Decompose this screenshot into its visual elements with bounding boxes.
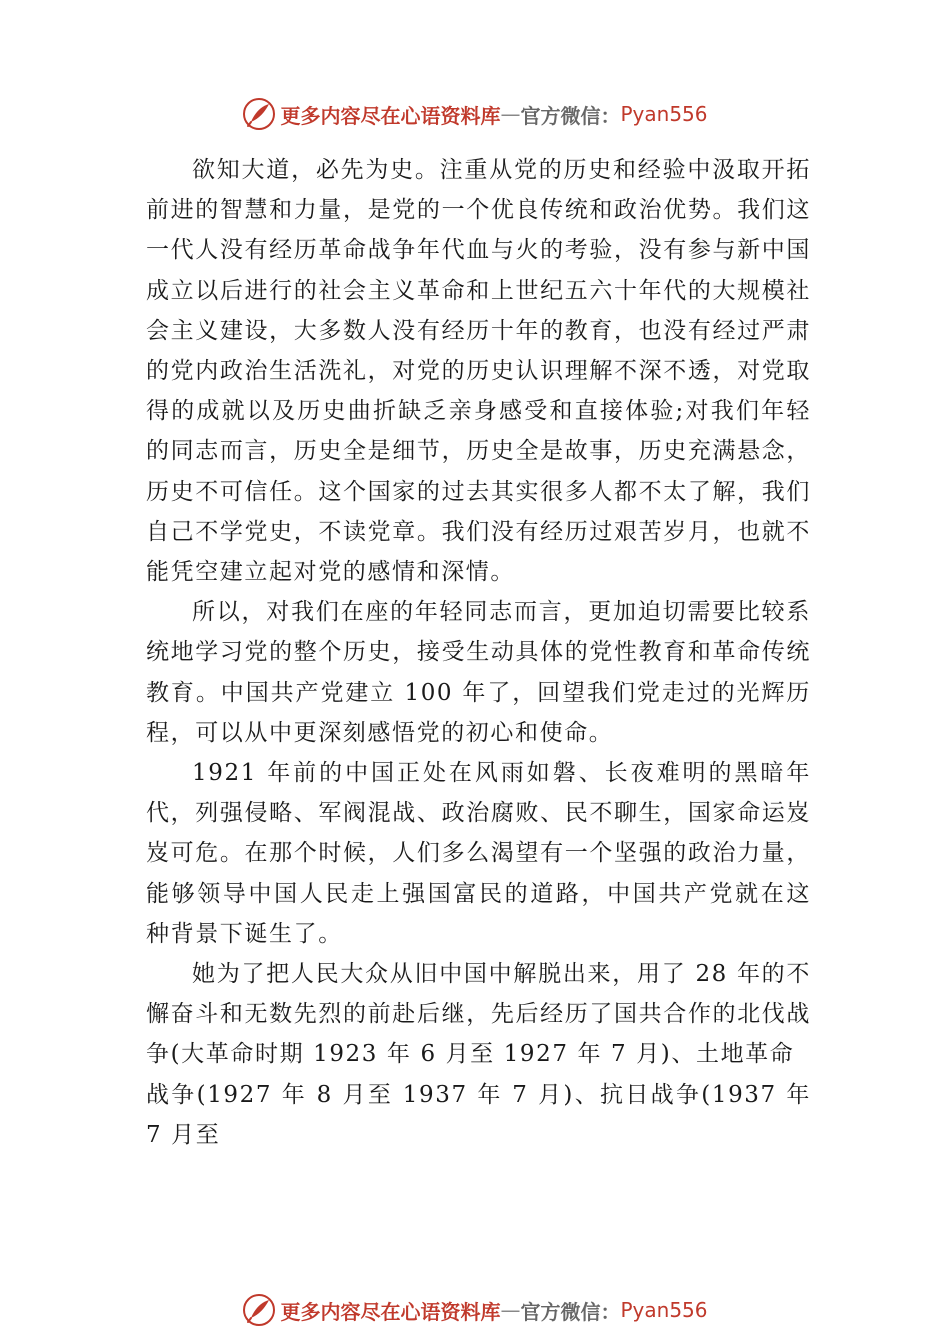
banner-dash: — (500, 102, 521, 126)
paragraph-1: 欲知大道，必先为史。注重从党的历史和经验中汲取开拓前进的智慧和力量，是党的一个优良传统和政治优势。我们这一代人没有经历革命战争年代血与火的考验，没有参与新中国成立以后进行的社会主义革命和上世纪五六十年代的大规模社会主义建设，大多数人没有经历十年的教育，也没有经过严肃的党内政治生活洗礼，对党的历史认识理解不深不透，对党取得的成就以及历史曲折缺乏亲身感受和直接体验;对我们年轻的同志而言，历史全是细节，历史全是故事，历史充满悬念，历史不可信任。这个国家的过去其实很多人都不太了解，我们自己不学党史，不读党章。我们没有经历过艰苦岁月，也就不能凭空建立起对党的感情和深情。 (146, 157, 811, 586)
banner-slogan: 更多内容尽在心语资料库 (280, 103, 501, 128)
quill-logo-icon (242, 1293, 276, 1327)
paragraph-4: 她为了把人民大众从旧中国中解脱出来，用了 28 年的不懈奋斗和无数先烈的前赴后继，先后经历了国共合作的北伐战争(大革命时期 1923 年 6 月至 1927 年 7 月)、土地革命 (146, 961, 811, 1068)
paragraph-3: 1921 年前的中国正处在风雨如磐、长夜难明的黑暗年代，列强侵略、军阀混战、政治腐败、民不聊生，国家命运岌岌可危。在那个时候，人们多么渴望有一个坚强的政治力量， 能够领导中国人民走上强国富民的道路，中国共产党就在这 种背景下诞生了。 (146, 760, 811, 947)
document-body (146, 150, 811, 1155)
banner-wechat-id: Pyan556 (620, 102, 708, 126)
paragraph-5: 战争(1927 年 8 月至 1937 年 7 月)、抗日战争(1937 年 7 月至 (146, 1081, 811, 1148)
banner-wechat-label: 官方微信： (520, 1299, 621, 1324)
quill-logo-icon (242, 97, 276, 131)
paragraph-2: 所以，对我们在座的年轻同志而言，更加迫切需要比较系统地学习党的整个历史，接受生动具体的党性教育和革命传统教育。中国共产党建立 100 年了，回望我们党走过的光辉历程，可以从中更深刻感悟党的初心和使命。 (146, 599, 811, 746)
banner-wechat-label: 官方微信： (520, 103, 621, 128)
banner-dash: — (500, 1298, 521, 1322)
banner-slogan: 更多内容尽在心语资料库 (280, 1299, 501, 1324)
banner-wechat-id: Pyan556 (620, 1298, 708, 1322)
header-banner (0, 94, 950, 134)
footer-banner (0, 1290, 950, 1330)
